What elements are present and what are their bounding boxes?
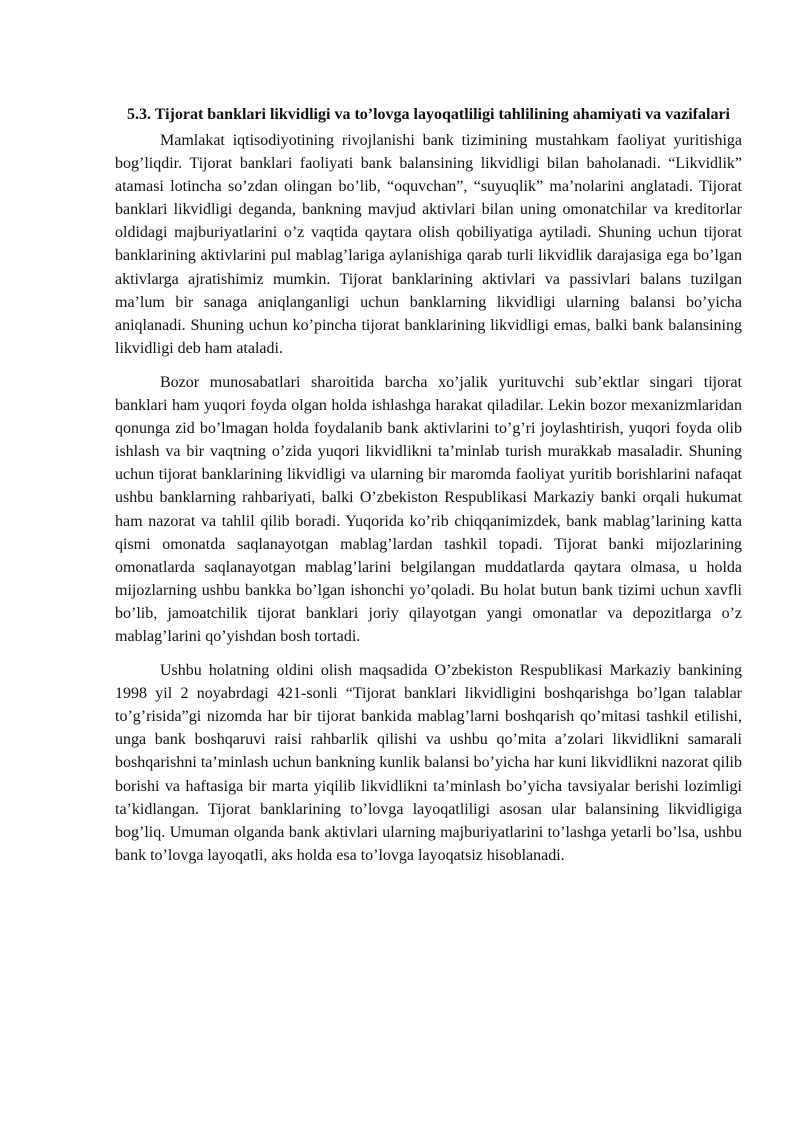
paragraph-liquidity-definition: Mamlakat iqtisodiyotining rivojlanishi bank tizimining mustahkam faoliyat yuritishiga bog’liqdir. Tijorat banklari faoliyati bank balansining likvidligi bilan baholanadi. “Likvidlik” atamasi lotincha so’zdan olingan bo’lib, “oquvchan”, “suyuqlik” ma’nolarini anglatadi. Tijorat banklari likvidligi deganda, bankning mavjud aktivlari bilan uning omonatchilar va kreditorlar oldidagi majburiyatlarini o’z vaqtida qaytara olish qobiliyatiga aytiladi. Shuning uchun tijorat banklarining aktivlarini pul mablag’lariga aylanishiga qarab turli likvidlik darajasiga ega bo’lgan aktivlarga ajratishimiz mumkin. Tijorat banklarining aktivlari va passivlari balans tuzilgan ma’lum bir sanaga aniqlanganligi uchun banklarning likvidligi ularning balansi bo’yicha aniqlanadi. Shuning uchun ko’pincha tijorat banklarining likvidligi emas, balki bank balansining likvidligi deb ham ataladi. bbox=[115, 132, 742, 357]
section-heading: 5.3. Tijorat banklari likvidligi va to’lovga layoqatliligi tahlilining ahamiyati va vazifalari bbox=[126, 106, 730, 123]
paragraph-market-conditions: Bozor munosabatlari sharoitida barcha xo’jalik yurituvchi sub’ektlar singari tijorat banklari ham yuqori foyda olgan holda ishlashga harakat qiladilar. Lekin bozor mexanizmlaridan qonunga zid bo’lmagan holda foydalanib bank aktivlarini to’g’ri joylashtirish, yuqori foyda olib ishlash va bir vaqtning o’zida yuqori likvidlikni ta’minlab turish murakkab masaladir. Shuning uchun tijorat banklarining likvidligi va ularning bir maromda faoliyat yuritib borishlarini nafaqat ushbu banklarning rahbariyati, balki O’zbekiston Respublikasi Markaziy banki orqali hukumat ham nazorat va tahlil qilib boradi. Yuqorida ko’rib chiqqanimizdek, bank mablag’larining katta qismi omonatda saqlanayotgan mablag’lardan tashkil topadi. Tijorat banki mijozlarining omonatlarda saqlanayotgan mablag’larini belgilangan muddatlarda qaytara olmasa, u holda mijozlarning ushbu bankka bo’lgan ishonchi yo’qoladi. Bu holat butun bank tizimi uchun xavfli bo’lib, jamoatchilik tijorat banklari joriy qilayotgan yangi omonatlar va depozitlarga o’z mablag’larini qo’yishdan bosh tortadi. bbox=[115, 373, 742, 645]
paragraph-central-bank-regulation: Ushbu holatning oldini olish maqsadida O’zbekiston Respublikasi Markaziy bankining 1998 yil 2 noyabrdagi 421-sonli “Tijorat banklari likvidligini boshqarishga bo’lgan talablar to’g’risida”gi nizomda har bir tijorat bankida mablag’larni boshqarish qo’mitasi tashkil etilishi, unga bank boshqaruvi raisi rahbarlik qilishi va ushbu qo’mita a’zolari likvidlikni samarali boshqarishni ta’minlash uchun bankning kunlik balansi bo’yicha har kuni likvidlikni nazorat qilib borishi va haftasiga bir marta yiqilib likvidlikni ta’minlash bo’yicha tavsiyalar berishi lozimligi ta’kidlangan. Tijorat banklarining to’lovga layoqatliligi asosan ular balansining likvidligiga bog’liq. Umuman olganda bank aktivlari ularning majburiyatlarini to’lashga yetarli bo’lsa, ushbu bank to’lovga layoqatli, aks holda esa to’lovga layoqatsiz hisoblanadi. bbox=[115, 662, 742, 864]
document-page bbox=[115, 103, 742, 878]
